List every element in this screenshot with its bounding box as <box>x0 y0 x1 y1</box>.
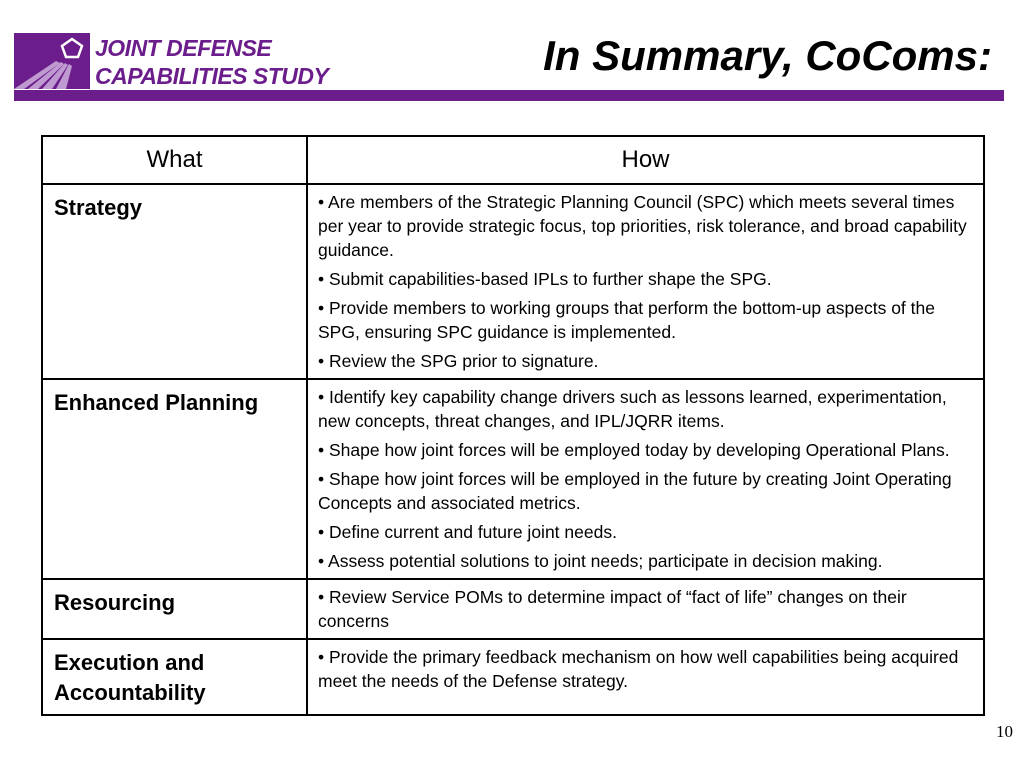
bullet-item: • Shape how joint forces will be employed in the future by creating Joint Operating Concepts and associated metrics. <box>318 469 952 513</box>
bullet-item: • Define current and future joint needs. <box>318 522 617 542</box>
column-header-what: What <box>42 136 307 184</box>
logo-line-1: JOINT DEFENSE <box>95 35 272 61</box>
table-header-row <box>42 136 984 184</box>
bullet-item: • Submit capabilities-based IPLs to further shape the SPG. <box>318 269 772 289</box>
page-number: 10 <box>996 722 1013 741</box>
row-details-enhanced-planning <box>307 379 984 579</box>
bullet-item: • Assess potential solutions to joint needs; participate in decision making. <box>318 551 883 571</box>
row-details-resourcing <box>307 579 984 639</box>
row-label-enhanced-planning: Enhanced Planning <box>42 379 307 579</box>
bullet-item: • Review Service POMs to determine impact of “fact of life” changes on their concerns <box>318 587 907 631</box>
bullet-item: • Shape how joint forces will be employed today by developing Operational Plans. <box>318 440 950 460</box>
logo-wordmark <box>95 34 328 90</box>
row-label-resourcing: Resourcing <box>42 579 307 639</box>
jdcs-logo-icon <box>14 33 90 89</box>
header-divider <box>14 90 1004 101</box>
bullet-item: • Review the SPG prior to signature. <box>318 351 599 371</box>
bullet-item: • Identify key capability change drivers such as lessons learned, experimentation, new concepts, threat changes, and IPL/JQRR items. <box>318 387 947 431</box>
row-label-strategy: Strategy <box>42 184 307 379</box>
bullet-item: • Are members of the Strategic Planning Council (SPC) which meets several times per year to provide strategic focus, top priorities, risk tolerance, and broad capability guidance. <box>318 192 967 260</box>
row-details-strategy <box>307 184 984 379</box>
summary-table <box>41 135 985 716</box>
row-label-execution-accountability: Execution and Accountability <box>42 639 307 715</box>
bullet-item: • Provide members to working groups that perform the bottom-up aspects of the SPG, ensuring SPC guidance is implemented. <box>318 298 935 342</box>
bullet-item: • Provide the primary feedback mechanism on how well capabilities being acquired meet the needs of the Defense strategy. <box>318 647 959 691</box>
table-row <box>42 184 984 379</box>
column-header-how: How <box>307 136 984 184</box>
table-row <box>42 379 984 579</box>
row-details-execution-accountability <box>307 639 984 715</box>
slide-title: In Summary, CoComs: <box>543 32 992 79</box>
logo-line-2: CAPABILITIES STUDY <box>95 63 329 89</box>
table-row <box>42 579 984 639</box>
table-row <box>42 639 984 715</box>
